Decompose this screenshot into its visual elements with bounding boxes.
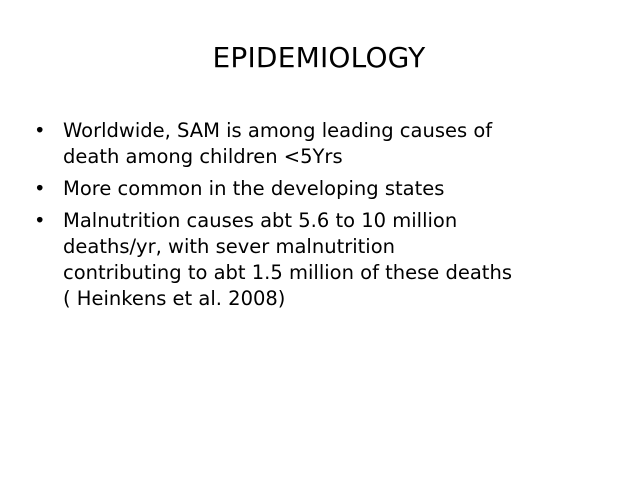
bullet-text-line: Worldwide, SAM is among leading causes of (63, 119, 493, 142)
bullet-item (34, 176, 614, 202)
bullet-dot-icon: • (34, 119, 46, 142)
bullet-text-line: More common in the developing states (63, 177, 445, 200)
bullet-item (34, 208, 614, 312)
slide-title: EPIDEMIOLOGY (212, 41, 426, 74)
bullet-list (34, 118, 614, 318)
bullet-dot-icon: • (34, 209, 46, 232)
bullet-text-line: death among children <5Yrs (63, 145, 343, 168)
bullet-item (34, 118, 614, 170)
bullet-text-line: deaths/yr, with sever malnutrition (63, 235, 396, 258)
bullet-text-line: contributing to abt 1.5 million of these deaths (63, 261, 512, 284)
bullet-text-line: ( Heinkens et al. 2008) (63, 287, 286, 310)
bullet-dot-icon: • (34, 177, 46, 200)
bullet-text-line: Malnutrition causes abt 5.6 to 10 million (63, 209, 458, 232)
